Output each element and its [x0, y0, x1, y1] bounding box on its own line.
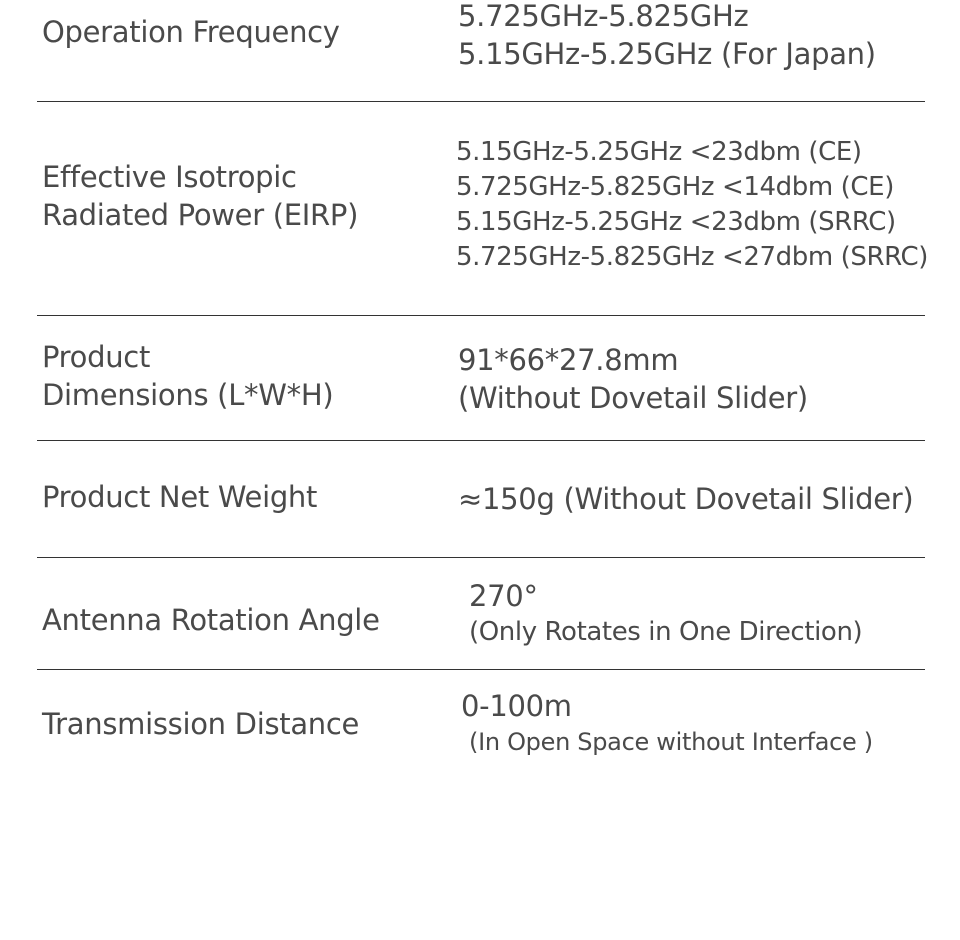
spec-value-line: 5.725GHz-5.825GHz <27dbm (SRRC) — [456, 242, 929, 272]
spec-label-line: Dimensions (L*W*H) — [42, 378, 334, 412]
spec-value-rotation-angle — [469, 577, 862, 650]
row-divider — [37, 101, 925, 102]
spec-label-line: Product — [42, 340, 151, 374]
spec-label-line: Operation Frequency — [42, 15, 340, 49]
spec-label-eirp — [42, 158, 358, 234]
spec-label-rotation-angle — [42, 601, 380, 639]
spec-value-line: ≈150g (Without Dovetail Slider) — [458, 482, 914, 516]
spec-label-line: Radiated Power (EIRP) — [42, 198, 359, 232]
spec-value-line: (Without Dovetail Slider) — [458, 381, 808, 415]
spec-value-eirp — [456, 135, 928, 275]
spec-value-line: 91*66*27.8mm — [458, 343, 679, 377]
spec-value-line: 270° — [469, 579, 538, 613]
spec-value-line: 5.15GHz-5.25GHz <23dbm (CE) — [456, 137, 862, 167]
row-divider — [37, 557, 925, 558]
spec-label-dimensions — [42, 338, 333, 414]
row-divider — [37, 315, 925, 316]
spec-label-line: Effective Isotropic — [42, 160, 297, 194]
spec-value-transmission-distance — [461, 687, 873, 759]
row-divider — [37, 669, 925, 670]
spec-value-line: 5.725GHz-5.825GHz <14dbm (CE) — [456, 172, 894, 202]
spec-value-net-weight — [458, 480, 913, 518]
spec-label-transmission-distance — [42, 705, 359, 743]
spec-value-operation-frequency — [458, 0, 876, 73]
spec-value-line: 5.15GHz-5.25GHz <23dbm (SRRC) — [456, 207, 896, 237]
spec-value-line: 5.725GHz-5.825GHz — [458, 0, 749, 33]
spec-label-operation-frequency — [42, 13, 340, 51]
row-divider — [37, 440, 925, 441]
spec-label-line: Transmission Distance — [42, 707, 360, 741]
spec-value-dimensions — [458, 341, 808, 417]
spec-label-line: Antenna Rotation Angle — [42, 603, 380, 637]
spec-value-line: (Only Rotates in One Direction) — [469, 617, 863, 647]
spec-value-line: 5.15GHz-5.25GHz (For Japan) — [458, 37, 876, 71]
spec-value-line: 0-100m — [461, 689, 572, 723]
spec-label-line: Product Net Weight — [42, 480, 318, 514]
spec-label-net-weight — [42, 478, 317, 516]
spec-value-line: (In Open Space without Interface ) — [469, 728, 873, 756]
